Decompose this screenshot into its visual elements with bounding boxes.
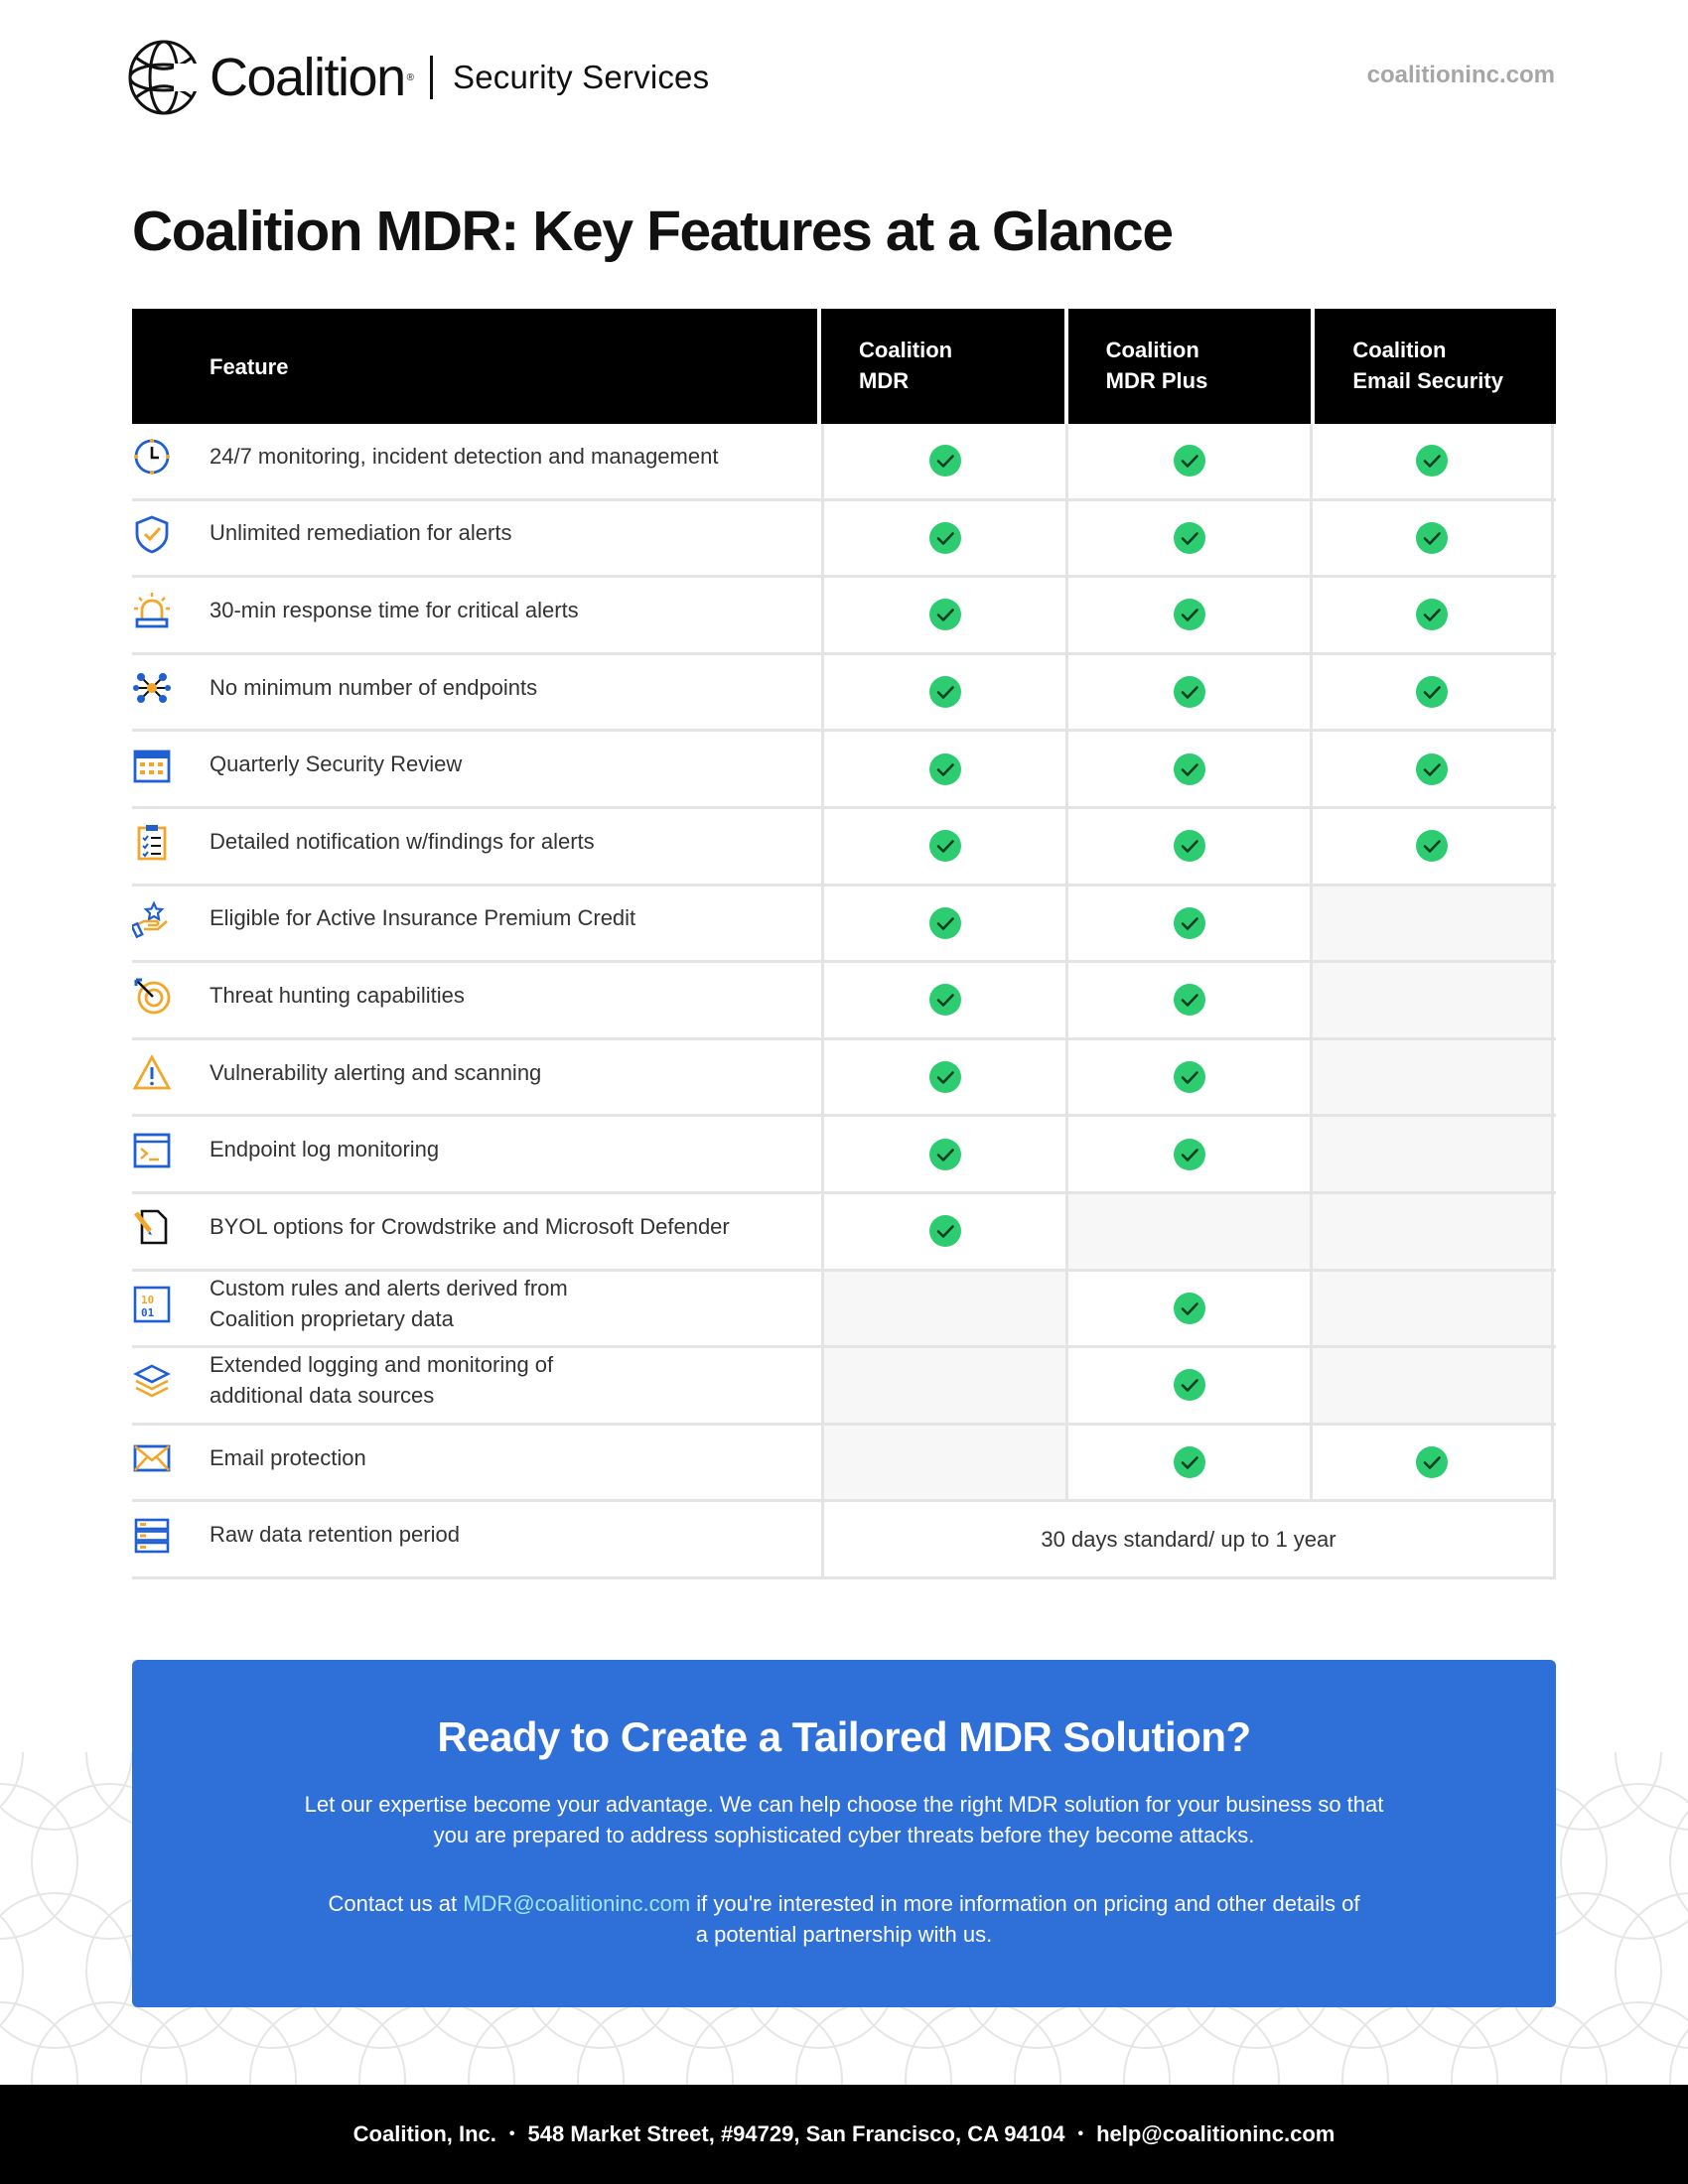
feature-label: Threat hunting capabilities xyxy=(210,982,465,1008)
check-cell xyxy=(1065,501,1310,576)
check-icon xyxy=(1415,598,1449,631)
empty-cell xyxy=(1310,1348,1554,1423)
check-icon xyxy=(1173,521,1206,555)
check-cell xyxy=(821,501,1065,576)
cta-contact-paragraph xyxy=(278,1888,1410,1950)
footer-address: 548 Market Street, #94729, San Francisco, CA 94104 xyxy=(527,2121,1065,2146)
check-cell xyxy=(821,1194,1065,1269)
feature-label: Endpoint log monitoring xyxy=(210,1137,440,1162)
feature-label: Quarterly Security Review xyxy=(210,751,463,777)
envelope-icon xyxy=(132,1438,172,1478)
check-icon xyxy=(1173,1368,1206,1402)
feature-label: Eligible for Active Insurance Premium Credit xyxy=(210,905,636,931)
check-icon xyxy=(928,1060,962,1094)
check-cell xyxy=(1065,732,1310,806)
check-cell xyxy=(1065,1117,1310,1191)
empty-cell xyxy=(1310,1272,1554,1346)
empty-cell xyxy=(1310,963,1554,1037)
empty-cell xyxy=(1310,1040,1554,1115)
table-body xyxy=(132,424,1556,1502)
table-row xyxy=(132,1117,1556,1194)
empty-cell xyxy=(821,1426,1065,1500)
check-cell xyxy=(1310,655,1554,730)
empty-cell xyxy=(1310,887,1554,961)
feature-label-line2: additional data sources xyxy=(210,1383,435,1409)
feature-cell xyxy=(132,655,821,730)
terminal-window-icon xyxy=(132,1131,172,1170)
check-cell xyxy=(1065,424,1310,498)
check-cell xyxy=(1065,655,1310,730)
table-header-row xyxy=(132,309,1556,424)
check-cell xyxy=(1310,424,1554,498)
table-row xyxy=(132,732,1556,809)
footer-bar xyxy=(0,2085,1688,2184)
check-cell xyxy=(821,887,1065,961)
header-coalition-mdr xyxy=(821,309,1064,424)
check-icon xyxy=(1415,444,1449,478)
check-icon xyxy=(1415,829,1449,863)
check-cell xyxy=(1310,578,1554,652)
feature-label xyxy=(210,1349,553,1411)
check-cell xyxy=(1065,887,1310,961)
check-cell xyxy=(821,424,1065,498)
check-cell xyxy=(1310,809,1554,884)
check-icon xyxy=(928,675,962,709)
check-icon xyxy=(1173,1138,1206,1171)
empty-cell xyxy=(1065,1194,1310,1269)
feature-cell xyxy=(132,501,821,576)
check-icon xyxy=(1173,444,1206,478)
check-icon xyxy=(1173,1292,1206,1325)
target-icon xyxy=(132,976,172,1016)
retention-value: 30 days standard/ up to 1 year xyxy=(821,1502,1556,1576)
feature-label: 30-min response time for critical alerts xyxy=(210,597,579,622)
check-cell xyxy=(1310,1426,1554,1500)
network-nodes-icon xyxy=(132,668,172,708)
header-col2-line1: Coalition xyxy=(1105,338,1199,362)
feature-cell xyxy=(132,732,821,806)
table-row xyxy=(132,1272,1556,1349)
check-icon xyxy=(928,1214,962,1248)
check-icon xyxy=(1415,521,1449,555)
feature-cell xyxy=(132,1272,821,1346)
empty-cell xyxy=(821,1348,1065,1423)
check-icon xyxy=(928,444,962,478)
feature-cell xyxy=(132,578,821,652)
feature-label-line2: Coalition proprietary data xyxy=(210,1305,454,1331)
cta-contact-suffix: if you're interested in more information on pricing and other details of xyxy=(690,1891,1360,1916)
feature-label: Unlimited remediation for alerts xyxy=(210,520,512,546)
check-cell xyxy=(1065,963,1310,1037)
layers-icon xyxy=(132,1361,172,1401)
brand-header xyxy=(126,36,709,119)
feature-label: Detailed notification w/findings for alerts xyxy=(210,828,595,854)
table-row-retention xyxy=(132,1502,1556,1579)
check-cell xyxy=(1065,1426,1310,1500)
check-icon xyxy=(1173,983,1206,1017)
table-row xyxy=(132,1040,1556,1118)
feature-label-line1: Custom rules and alerts derived from xyxy=(210,1275,568,1300)
feature-cell xyxy=(132,1426,821,1500)
cta-title: Ready to Create a Tailored MDR Solution? xyxy=(437,1713,1251,1760)
check-icon xyxy=(1173,1060,1206,1094)
feature-cell xyxy=(132,963,821,1037)
feature-cell xyxy=(132,1040,821,1115)
header-col3-line1: Coalition xyxy=(1352,338,1447,362)
check-cell xyxy=(1065,1348,1310,1423)
check-cell xyxy=(821,1117,1065,1191)
footer-company: Coalition, Inc. xyxy=(352,2121,496,2146)
header-coalition-mdr-plus xyxy=(1068,309,1312,424)
svg-text:10: 10 xyxy=(141,1293,155,1306)
footer-email-link[interactable]: help@coalitioninc.com xyxy=(1096,2121,1336,2146)
cta-body1-line1: Let our expertise become your advantage. We can help choose the right MDR solution for your business so that xyxy=(304,1792,1384,1817)
check-icon xyxy=(928,983,962,1017)
site-url-link[interactable]: coalitioninc.com xyxy=(1366,62,1555,88)
brand-name: Coalition xyxy=(210,48,405,107)
feature-label-line1: Extended logging and monitoring of xyxy=(210,1352,554,1378)
check-icon xyxy=(1173,752,1206,786)
check-icon xyxy=(1173,906,1206,940)
check-cell xyxy=(821,963,1065,1037)
table-row xyxy=(132,887,1556,964)
check-icon xyxy=(928,752,962,786)
table-row xyxy=(132,655,1556,733)
brand-divider xyxy=(430,56,433,99)
svg-text:01: 01 xyxy=(141,1305,155,1319)
feature-cell xyxy=(132,1117,821,1191)
feature-cell xyxy=(132,1348,821,1423)
table-row xyxy=(132,1348,1556,1426)
cta-panel xyxy=(132,1660,1556,2007)
coalition-logo-icon xyxy=(126,38,202,117)
empty-cell xyxy=(1310,1117,1554,1191)
table-row xyxy=(132,501,1556,579)
feature-comparison-table xyxy=(132,309,1556,1579)
check-icon xyxy=(1173,598,1206,631)
warning-triangle-icon xyxy=(132,1053,172,1093)
binary-data-icon xyxy=(132,1285,172,1324)
feature-label: Vulnerability alerting and scanning xyxy=(210,1059,542,1085)
feature-label: Raw data retention period xyxy=(210,1522,460,1548)
footer-separator: • xyxy=(1077,2125,1084,2142)
calendar-icon xyxy=(132,746,172,785)
check-icon xyxy=(928,906,962,940)
cta-email-link[interactable]: MDR@coalitioninc.com xyxy=(463,1891,691,1916)
brand-subtitle: Security Services xyxy=(453,59,710,95)
feature-label: Email protection xyxy=(210,1444,366,1470)
check-cell xyxy=(821,655,1065,730)
table-row xyxy=(132,1426,1556,1503)
clock-icon xyxy=(132,437,172,477)
header-col3-line2: Email Security xyxy=(1352,368,1503,393)
server-stack-icon xyxy=(132,1516,172,1556)
check-cell xyxy=(821,578,1065,652)
trademark-mark: ® xyxy=(406,71,414,83)
check-icon xyxy=(1173,829,1206,863)
feature-label: BYOL options for Crowdstrike and Microsoft Defender xyxy=(210,1213,730,1239)
check-icon xyxy=(1415,752,1449,786)
feature-cell xyxy=(132,809,821,884)
feature-label: 24/7 monitoring, incident detection and management xyxy=(210,443,719,469)
feature-label: No minimum number of endpoints xyxy=(210,674,538,700)
alarm-icon xyxy=(132,591,172,630)
cta-contact-line2: a potential partnership with us. xyxy=(695,1922,993,1947)
header-col2-line2: MDR Plus xyxy=(1105,368,1208,393)
check-icon xyxy=(1415,1445,1449,1479)
header-col1-line1: Coalition xyxy=(859,338,953,362)
shield-check-icon xyxy=(132,514,172,554)
check-cell xyxy=(821,732,1065,806)
table-row xyxy=(132,1194,1556,1272)
empty-cell xyxy=(821,1272,1065,1346)
footer-separator: • xyxy=(508,2125,515,2142)
check-cell xyxy=(1065,1272,1310,1346)
feature-cell xyxy=(132,1194,821,1269)
empty-cell xyxy=(1310,1194,1554,1269)
cta-body1-line2: you are prepared to address sophisticated cyber threats before they become attacks. xyxy=(433,1823,1255,1847)
hand-star-icon xyxy=(132,899,172,939)
table-row xyxy=(132,809,1556,887)
check-cell xyxy=(1065,1040,1310,1115)
feature-cell xyxy=(132,887,821,961)
check-cell xyxy=(1065,809,1310,884)
check-cell xyxy=(1065,578,1310,652)
header-coalition-email-security xyxy=(1315,309,1556,424)
check-icon xyxy=(928,598,962,631)
header-feature: Feature xyxy=(132,309,817,424)
feature-cell xyxy=(132,1502,821,1576)
clipboard-list-icon xyxy=(132,822,172,862)
table-row xyxy=(132,963,1556,1040)
check-icon xyxy=(928,521,962,555)
check-icon xyxy=(1415,675,1449,709)
cta-contact-prefix: Contact us at xyxy=(328,1891,464,1916)
feature-label xyxy=(210,1273,568,1334)
feature-cell xyxy=(132,424,821,498)
header-col1-line2: MDR xyxy=(859,368,910,393)
check-cell xyxy=(821,809,1065,884)
check-icon xyxy=(1173,1445,1206,1479)
table-row xyxy=(132,424,1556,501)
page-title: Coalition MDR: Key Features at a Glance xyxy=(132,200,1173,263)
check-icon xyxy=(928,829,962,863)
cta-body-paragraph xyxy=(278,1789,1410,1850)
check-cell xyxy=(1310,732,1554,806)
document-pen-icon xyxy=(132,1207,172,1247)
check-cell xyxy=(1310,501,1554,576)
check-icon xyxy=(1173,675,1206,709)
table-row xyxy=(132,578,1556,655)
check-cell xyxy=(821,1040,1065,1115)
check-icon xyxy=(928,1138,962,1171)
